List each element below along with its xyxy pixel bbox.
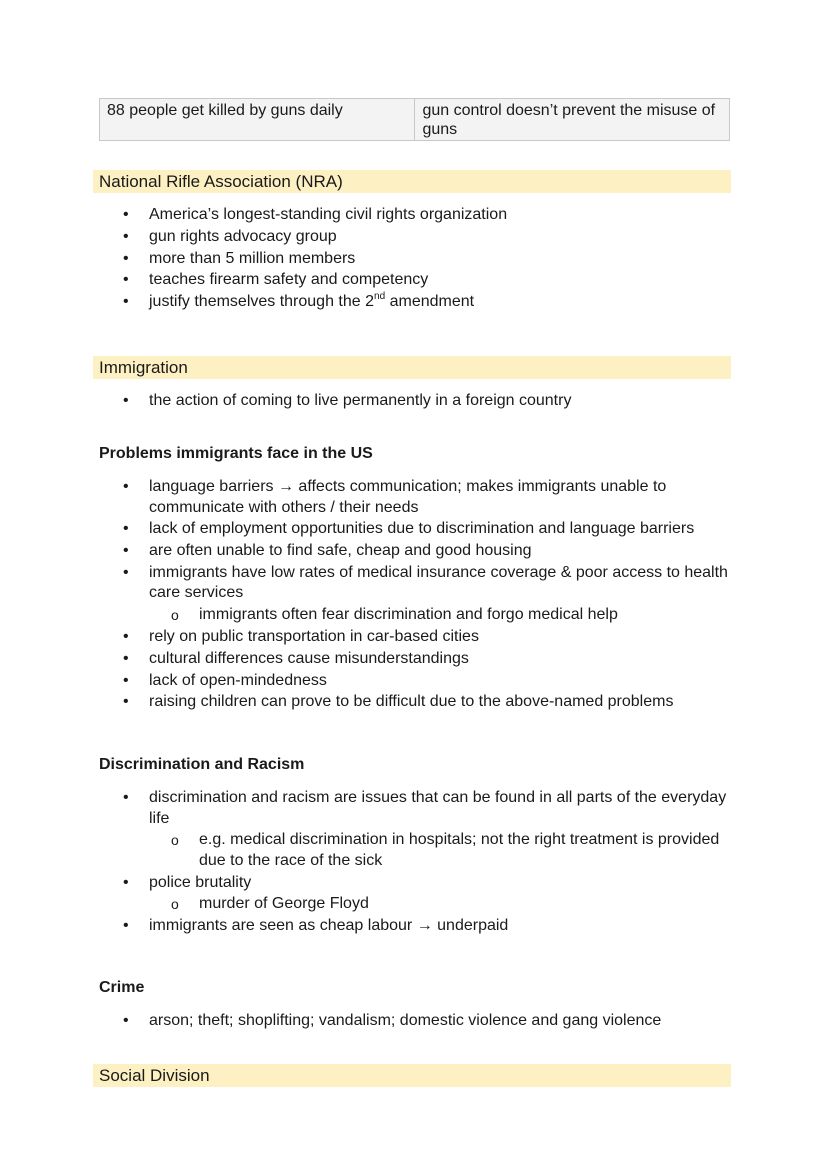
list-item-text: gun rights advocacy group bbox=[149, 227, 337, 245]
list-item bbox=[119, 227, 731, 248]
table-cell: 88 people get killed by guns daily bbox=[100, 99, 415, 141]
bullet-icon: • bbox=[123, 542, 129, 560]
list-item-text: rely on public transportation in car-based cities bbox=[149, 627, 479, 645]
bullet-icon: • bbox=[123, 392, 129, 409]
list-item bbox=[119, 391, 731, 412]
list-item bbox=[119, 205, 731, 226]
bullet-icon: • bbox=[123, 693, 129, 711]
sub-list-item bbox=[119, 605, 731, 626]
section-heading-nra: National Rifle Association (NRA) bbox=[93, 170, 731, 193]
list-item bbox=[119, 519, 731, 540]
bullet-icon: • bbox=[123, 563, 129, 581]
immigration-list bbox=[119, 391, 731, 413]
list-item-text: raising children can prove to be difficult due to the above-named problems bbox=[149, 693, 674, 711]
bullet-icon: • bbox=[123, 227, 129, 245]
sub-list-item bbox=[119, 894, 731, 915]
list-item bbox=[119, 563, 731, 604]
bullet-icon: • bbox=[123, 293, 129, 311]
comparison-table bbox=[99, 98, 730, 141]
circle-bullet-icon: o bbox=[171, 607, 179, 624]
table-cell: gun control doesn’t prevent the misuse of guns bbox=[415, 99, 730, 141]
list-item-text: murder of George Floyd bbox=[199, 895, 369, 913]
subheading-discrimination: Discrimination and Racism bbox=[99, 756, 305, 773]
list-item-text: cultural differences cause misunderstandings bbox=[149, 649, 469, 667]
bullet-icon: • bbox=[123, 789, 129, 806]
list-item-text: discrimination and racism are issues that can be found in all parts of the everyday life bbox=[149, 789, 727, 827]
list-item bbox=[119, 249, 731, 270]
bullet-icon: • bbox=[123, 206, 129, 223]
section-heading-immigration: Immigration bbox=[93, 356, 731, 379]
list-item bbox=[119, 671, 731, 692]
list-item bbox=[119, 292, 731, 313]
list-item bbox=[119, 788, 731, 829]
list-item bbox=[119, 270, 731, 291]
list-item bbox=[119, 692, 731, 713]
subheading-crime: Crime bbox=[99, 979, 145, 996]
bullet-icon: • bbox=[123, 873, 129, 891]
bullet-icon: • bbox=[123, 520, 129, 538]
list-item bbox=[119, 477, 731, 518]
bullet-icon: • bbox=[123, 671, 129, 689]
section-heading-social-division: Social Division bbox=[93, 1064, 731, 1087]
list-item-text: amendment bbox=[385, 293, 475, 311]
list-item-text: immigrants are seen as cheap labour → underpaid bbox=[149, 917, 509, 935]
list-item-text: arson; theft; shoplifting; vandalism; domestic violence and gang violence bbox=[149, 1012, 662, 1029]
list-item bbox=[119, 627, 731, 648]
list-item-text: more than 5 million members bbox=[149, 249, 356, 267]
list-item bbox=[119, 541, 731, 562]
list-item-text: the action of coming to live permanently in a foreign country bbox=[149, 392, 572, 409]
list-item bbox=[119, 1011, 731, 1032]
list-item-text: language barriers → affects communication; makes immigrants unable to communicate with others / their needs bbox=[149, 478, 667, 516]
list-item-text: lack of open-mindedness bbox=[149, 671, 327, 689]
list-item bbox=[119, 649, 731, 670]
bullet-icon: • bbox=[123, 249, 129, 267]
crime-list bbox=[119, 1011, 731, 1033]
bullet-icon: • bbox=[123, 478, 129, 495]
list-item-text: America’s longest-standing civil rights organization bbox=[149, 206, 508, 223]
list-item-text: immigrants have low rates of medical insurance coverage & poor access to health care services bbox=[149, 563, 728, 602]
bullet-icon: • bbox=[123, 271, 129, 289]
sub-list-item bbox=[119, 830, 731, 871]
list-item bbox=[119, 873, 731, 894]
circle-bullet-icon: o bbox=[171, 896, 179, 913]
bullet-icon: • bbox=[123, 917, 129, 935]
table-row bbox=[100, 99, 730, 141]
list-item-text: teaches firearm safety and competency bbox=[149, 271, 429, 289]
list-item-text: police brutality bbox=[149, 873, 252, 891]
bullet-icon: • bbox=[123, 627, 129, 645]
problems-list bbox=[119, 477, 731, 714]
bullet-icon: • bbox=[123, 649, 129, 667]
list-item-text: are often unable to find safe, cheap and good housing bbox=[149, 542, 532, 560]
discrimination-list bbox=[119, 788, 731, 938]
circle-bullet-icon: o bbox=[171, 832, 179, 849]
nra-list bbox=[119, 205, 731, 314]
superscript: nd bbox=[374, 290, 386, 302]
list-item-text: immigrants often fear discrimination and forgo medical help bbox=[199, 606, 618, 624]
list-item-text: lack of employment opportunities due to discrimination and language barriers bbox=[149, 520, 695, 538]
list-item bbox=[119, 916, 731, 937]
list-item-text: e.g. medical discrimination in hospitals; not the right treatment is provided due to the race of the sick bbox=[199, 831, 720, 869]
list-item-text: justify themselves through the 2 bbox=[149, 293, 375, 311]
bullet-icon: • bbox=[123, 1012, 129, 1029]
subheading-problems: Problems immigrants face in the US bbox=[99, 445, 373, 462]
